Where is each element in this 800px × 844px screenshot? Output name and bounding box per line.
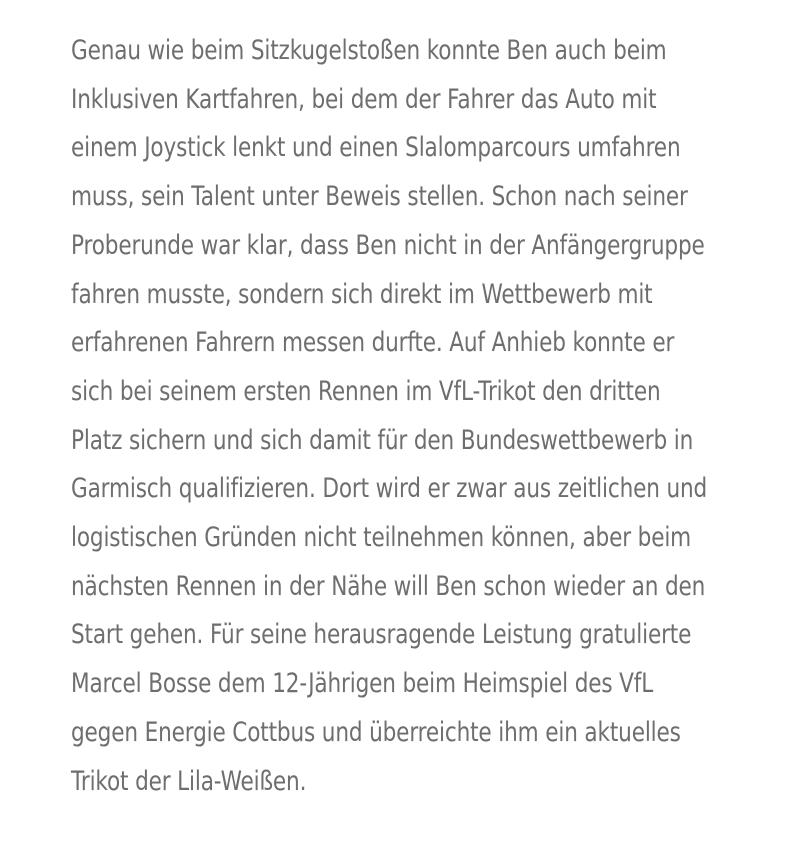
- text-line: Inklusiven Kartfahren, bei dem der Fahrer das Auto mit: [71, 83, 657, 115]
- text-line: einem Joystick lenkt und einen Slalomparcours umfahren: [71, 132, 681, 164]
- article-body: [71, 27, 771, 806]
- text-line: Proberunde war klar, dass Ben nicht in der Anfängergruppe: [71, 229, 705, 261]
- text-line: Marcel Bosse dem 12-Jährigen beim Heimspiel des VfL: [71, 668, 654, 700]
- text-line: muss, sein Talent unter Beweis stellen. Schon nach seiner: [71, 181, 688, 213]
- text-line: Genau wie beim Sitzkugelstoßen konnte Ben auch beim: [71, 35, 667, 66]
- text-line: Start gehen. Für seine herausragende Leistung gratulierte: [71, 619, 692, 651]
- text-line: fahren musste, sondern sich direkt im Wettbewerb mit: [71, 278, 653, 310]
- text-line: Trikot der Lila-Weißen.: [71, 765, 307, 797]
- text-line: nächsten Rennen in der Nähe will Ben schon wieder an den: [71, 570, 706, 602]
- text-line: Platz sichern und sich damit für den Bundeswettbewerb in: [71, 424, 694, 456]
- text-line: logistischen Gründen nicht teilnehmen können, aber beim: [71, 522, 692, 554]
- text-line: sich bei seinem ersten Rennen im VfL-Trikot den dritten: [71, 375, 661, 407]
- text-line: Garmisch qualifizieren. Dort wird er zwar aus zeitlichen und: [71, 473, 708, 505]
- text-line: erfahrenen Fahrern messen durfte. Auf Anhieb konnte er: [71, 327, 675, 359]
- text-line: gegen Energie Cottbus und überreichte ihm ein aktuelles: [71, 716, 681, 748]
